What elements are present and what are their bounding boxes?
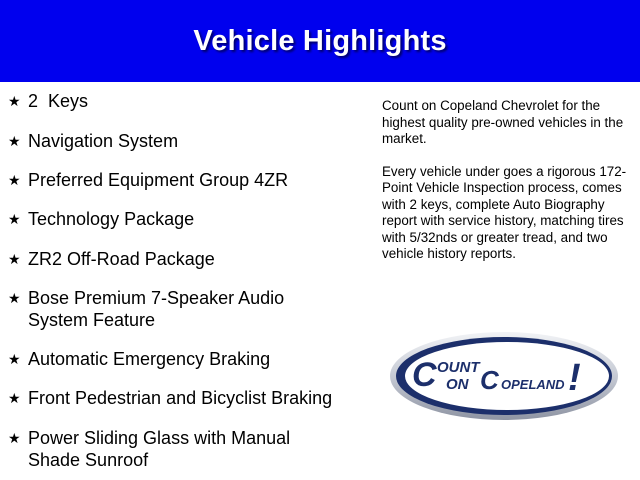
list-item-text: Power Sliding Glass with Manual Shade Sunroof bbox=[28, 428, 291, 470]
logo-word-on: ON bbox=[446, 376, 469, 393]
logo-word-ount: OUNT bbox=[437, 359, 480, 376]
list-item bbox=[8, 387, 358, 409]
star-icon: ★ bbox=[8, 430, 21, 446]
list-item bbox=[8, 208, 358, 230]
dealer-info bbox=[382, 98, 632, 279]
logo-exclamation: ! bbox=[568, 357, 581, 399]
star-icon: ★ bbox=[8, 290, 21, 306]
list-item bbox=[8, 427, 358, 471]
list-item bbox=[8, 348, 358, 370]
count-on-copeland-logo bbox=[388, 330, 620, 422]
list-item bbox=[8, 169, 358, 191]
star-icon: ★ bbox=[8, 93, 21, 109]
list-item-text: Bose Premium 7-Speaker Audio System Feature bbox=[28, 288, 285, 330]
list-item-text: Preferred Equipment Group 4ZR bbox=[28, 170, 289, 190]
star-icon: ★ bbox=[8, 211, 21, 227]
star-icon: ★ bbox=[8, 172, 21, 188]
logo-letter-c2: C bbox=[480, 365, 499, 395]
page-title: Vehicle Highlights bbox=[193, 24, 447, 57]
list-item bbox=[8, 130, 358, 152]
list-item bbox=[8, 248, 358, 270]
list-item-text: Navigation System bbox=[28, 131, 179, 151]
list-item-text: Technology Package bbox=[28, 209, 195, 229]
star-icon: ★ bbox=[8, 390, 21, 406]
header-banner bbox=[0, 0, 640, 82]
list-item-text: ZR2 Off-Road Package bbox=[28, 249, 215, 269]
list-item-text: Automatic Emergency Braking bbox=[28, 349, 271, 369]
star-icon: ★ bbox=[8, 251, 21, 267]
list-item-text: Front Pedestrian and Bicyclist Braking bbox=[28, 388, 333, 408]
star-icon: ★ bbox=[8, 351, 21, 367]
inspection-paragraph: Every vehicle under goes a rigorous 172-Point Vehicle Inspection process, comes with 2 keys, complete Auto Biography report with service history, matching tires with 5/32nds or greater tread, and two vehicle history reports. bbox=[382, 163, 627, 261]
dealer-paragraph: Count on Copeland Chevrolet for the highest quality pre-owned vehicles in the market. bbox=[382, 98, 624, 146]
logo-letter-c: C bbox=[412, 356, 437, 394]
logo-word-opeland: OPELAND bbox=[501, 377, 565, 392]
star-icon: ★ bbox=[8, 133, 21, 149]
list-item-text: 2 Keys bbox=[28, 91, 89, 111]
list-item bbox=[8, 90, 358, 112]
list-item bbox=[8, 287, 358, 331]
